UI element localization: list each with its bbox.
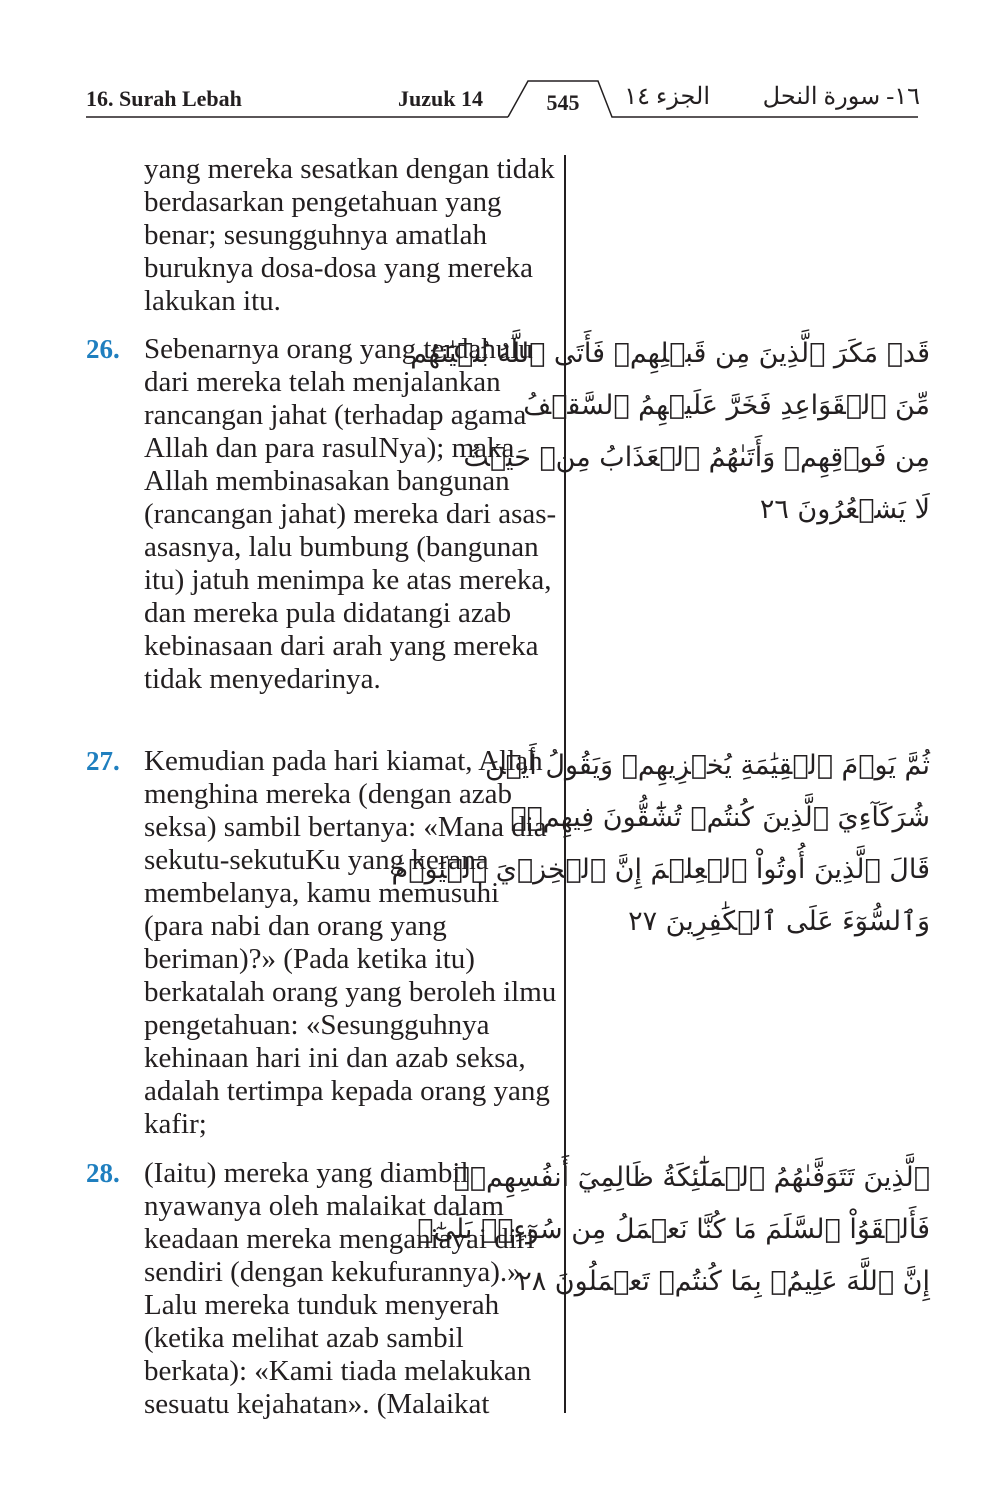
arabic-line: قَدۡ مَكَرَ ٱلَّذِينَ مِن قَبۡلِهِمۡ فَأَتَى ٱللَّهُ بُنۡيَٰنَهُم [410, 338, 930, 369]
verse-number: 28. [86, 1158, 120, 1188]
juz-label-arabic: الجزء ١٤ [624, 84, 710, 110]
arabic-line: ٱلَّذِينَ تَتَوَفَّىٰهُمُ ٱلۡمَلَٰٓئِكَةُ ظَالِمِيٓ أَنفُسِهِمۡۖ [453, 1162, 930, 1193]
surah-name-arabic: ١٦- سورة النحل [762, 84, 920, 110]
page-number: 545 [546, 90, 580, 115]
arabic-line: مِن فَوۡقِهِمۡ وَأَتَىٰهُمُ ٱلۡعَذَابُ مِنۡ حَيۡثُ [463, 442, 930, 473]
verse-arabic [417, 1152, 930, 1308]
verse-number: 26. [86, 334, 120, 364]
arabic-line: قَالَ ٱلَّذِينَ أُوتُواْ ٱلۡعِلۡمَ إِنَّ ٱلۡخِزۡيَ ٱلۡيَوۡمَ [391, 854, 930, 885]
arabic-line: وَٱلسُّوٓءَ عَلَى ٱلۡكَٰفِرِينَ ٢٧ [628, 906, 930, 937]
arabic-line: إِنَّ ٱللَّهَ عَلِيمُۢ بِمَا كُنتُمۡ تَعۡمَلُونَ ٢٨ [517, 1266, 930, 1297]
continuation-translation: yang mereka sesatkan dengan tidak berdasarkan pengetahuan yang benar; sesungguhnya amatlah buruknya dosa-dosa yang mereka lakukan itu. [144, 153, 555, 317]
surah-name-latin: 16. Surah Lebah [86, 86, 242, 111]
page-header [0, 0, 1000, 130]
arabic-line: مِّنَ ٱلۡقَوَاعِدِ فَخَرَّ عَلَيۡهِمُ ٱلسَّقۡفُ [523, 390, 930, 421]
arabic-line: لَا يَشۡعُرُونَ ٢٦ [759, 494, 930, 525]
verse-translation: Kemudian pada hari kiamat, Allah menghina mereka (dengan azab seksa) sambil bertanya: «Mana dia sekutu-sekutuKu yang kerana membelanya, kamu memusuhi (para nabi dan orang yang beriman)?» (Pada ketika itu) berkatalah orang yang beroleh ilmu pengetahuan: «Sesungguhnya kehinaan hari ini dan azab seksa, adalah tertimpa kepada orang yang kafir; [144, 745, 557, 1140]
verse-translation: (Iaitu) mereka yang diambil nyawanya oleh malaikat dalam keadaan mereka menganiayai diri sendiri (dengan kekufurannya).» Lalu mereka tunduk menyerah (ketika melihat azab sambil berkata): «Kami tiada melakukan sesuatu kejahatan». (Malaikat [144, 1157, 535, 1420]
arabic-line: فَأَلۡقَوُاْ ٱلسَّلَمَ مَا كُنَّا نَعۡمَلُ مِن سُوٓءِۭۚ بَلَىٰٓۚ [417, 1214, 930, 1245]
verse-arabic [391, 740, 930, 948]
juz-label-latin: Juzuk 14 [398, 86, 483, 111]
arabic-line: شُرَكَآءِيَ ٱلَّذِينَ كُنتُمۡ تُشَٰٓقُّونَ فِيهِمۡۚ [510, 802, 930, 833]
verse-translation: Sebenarnya orang yang terdahulu dari mereka telah menjalankan rancangan jahat (terhadap agama Allah dan para rasulNya); maka Allah membinasakan bangunan (rancangan jahat) mereka dari asas-asasnya, lalu bumbung (bangunan itu) jatuh menimpa ke atas mereka, dan mereka pula didatangi azab kebinasaan dari arah yang mereka tidak menyedarinya. [144, 333, 557, 695]
arabic-line: ثُمَّ يَوۡمَ ٱلۡقِيَٰمَةِ يُخۡزِيهِمۡ وَيَقُولُ أَيۡنَ [484, 750, 930, 781]
verse-arabic [410, 328, 930, 536]
verse-number: 27. [86, 746, 120, 776]
